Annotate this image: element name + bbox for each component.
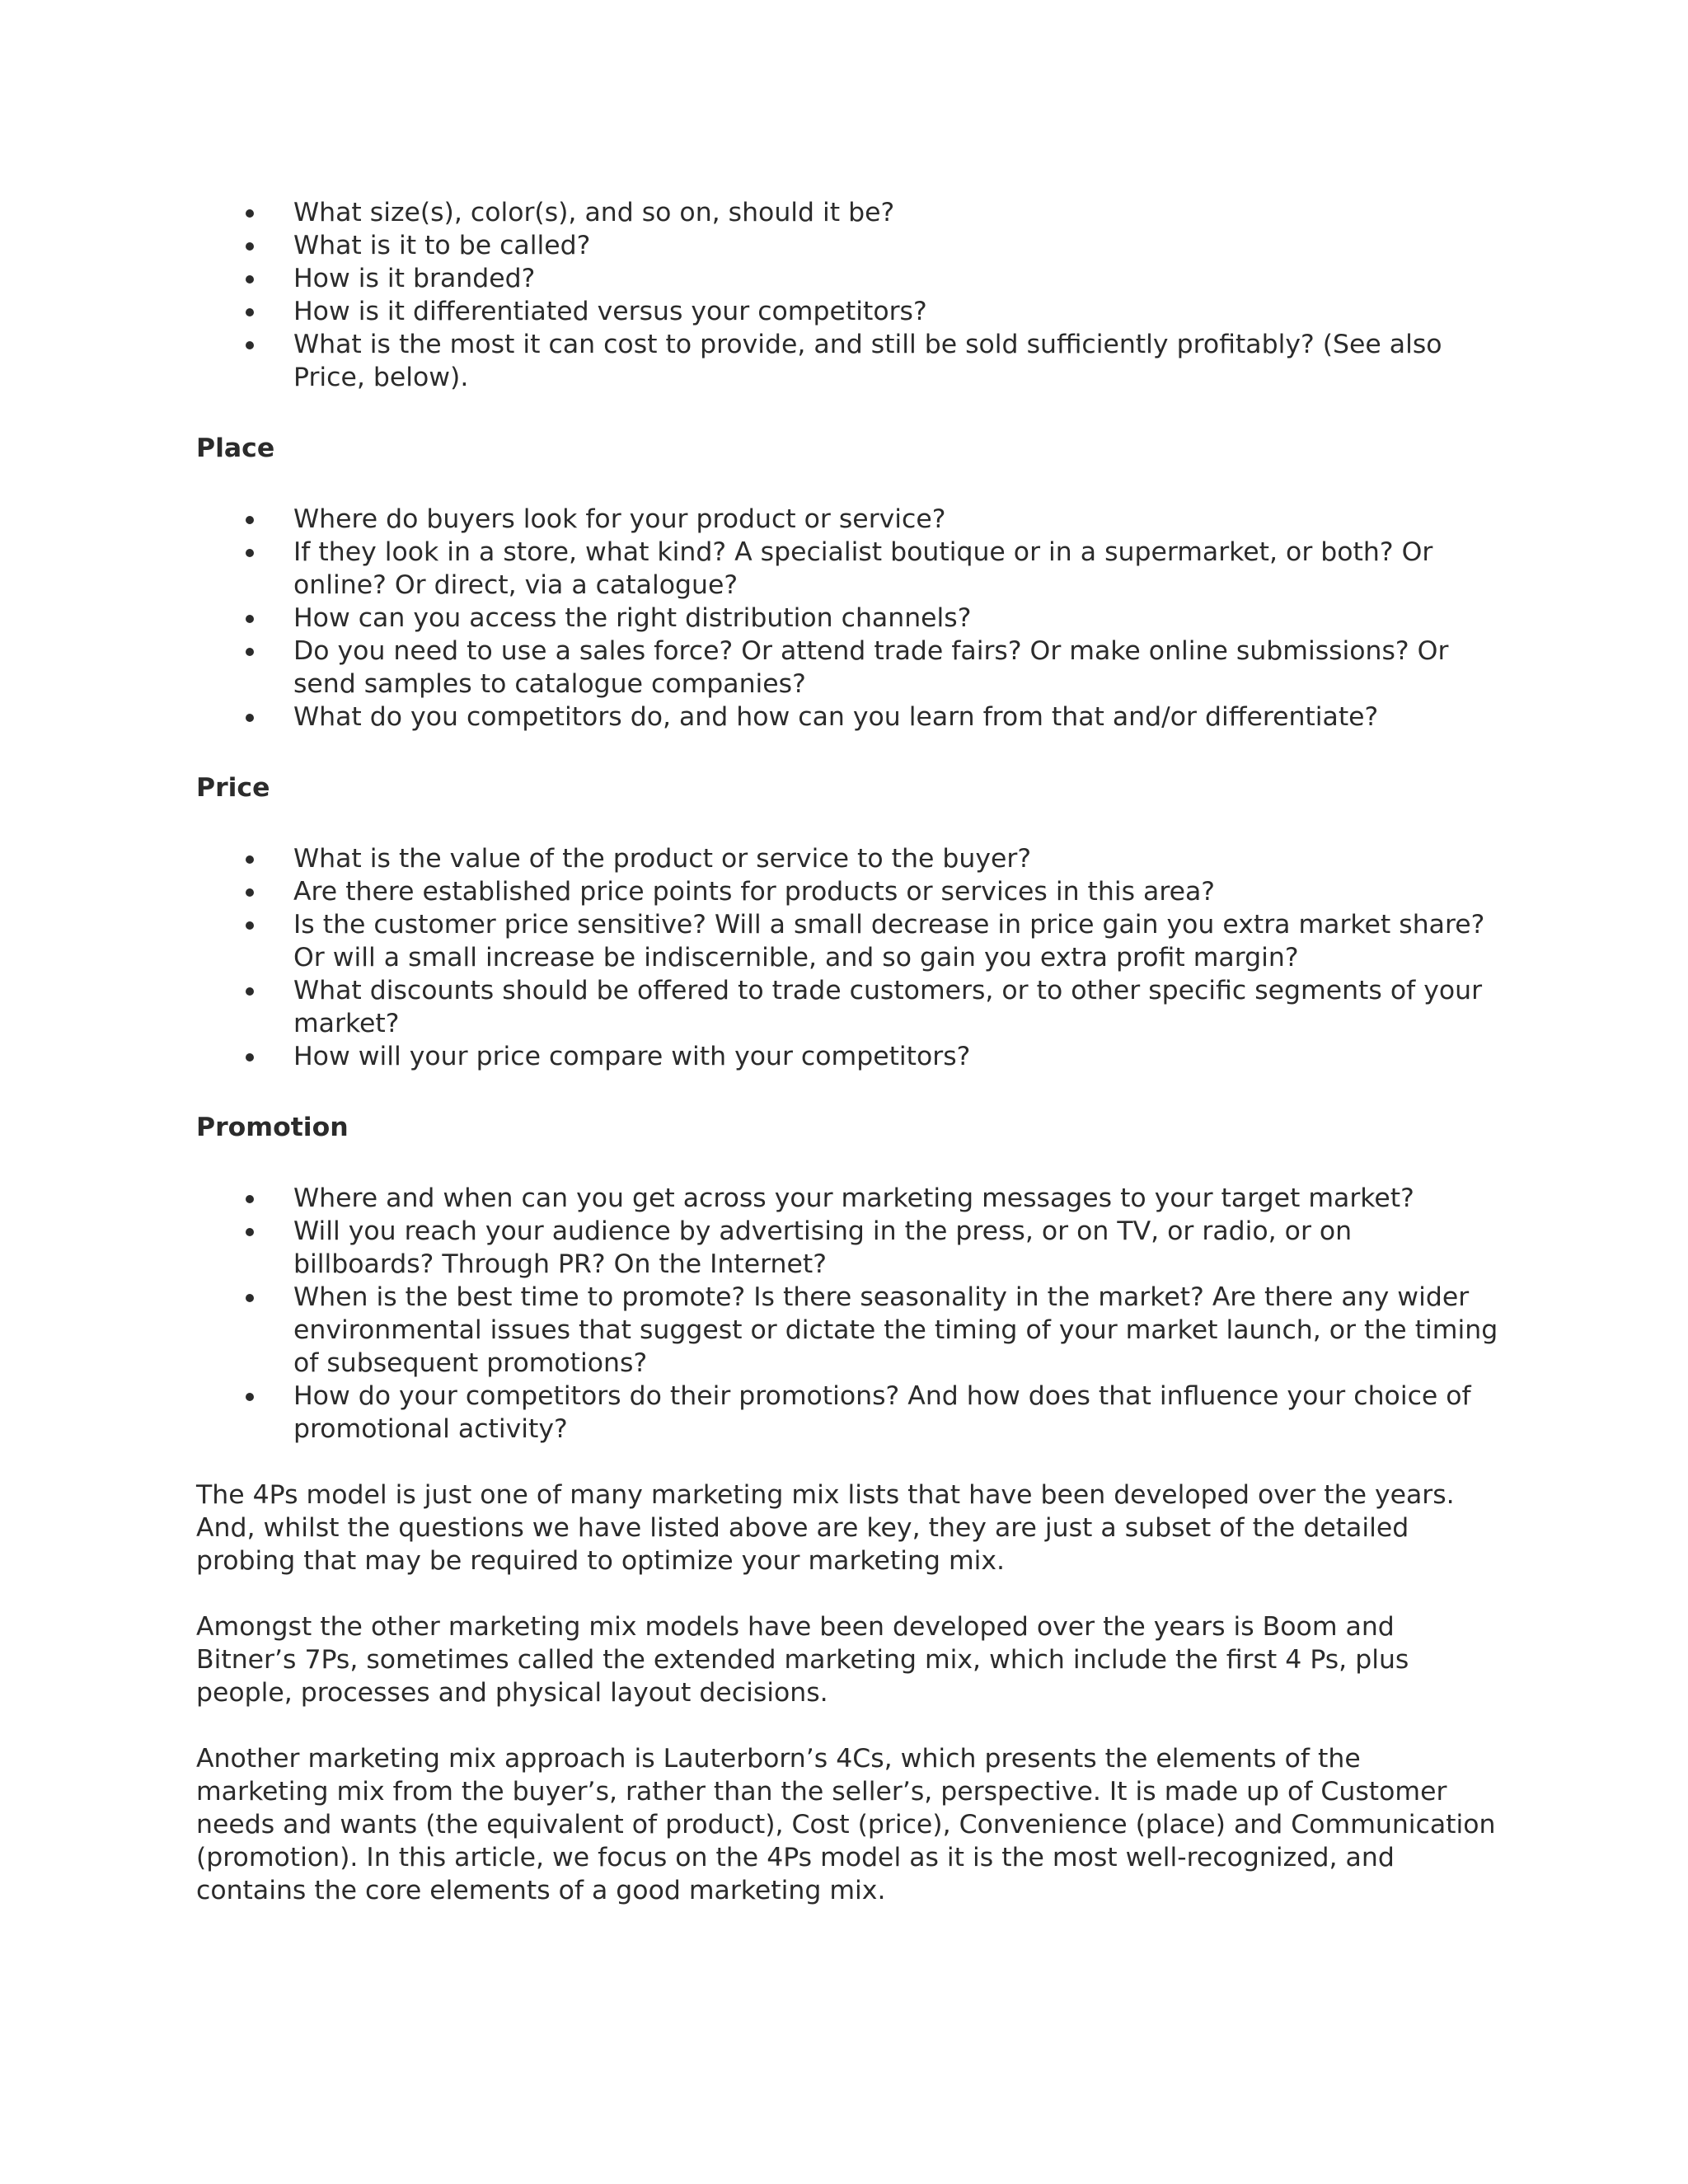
promotion-question-list [196,1182,1498,1446]
price-heading: Price [196,773,270,803]
promotion-heading: Promotion [196,1113,349,1142]
list-item: What is the value of the product or service to the buyer? [196,842,1498,875]
bullet-icon [246,275,254,284]
bullet-icon [246,209,254,218]
bullet-icon [246,242,254,251]
place-question-list [196,503,1498,733]
list-item: What do you competitors do, and how can you learn from that and/or differentiate? [196,701,1498,733]
list-item: What is it to be called? [196,229,1498,262]
list-item: Where and when can you get across your marketing messages to your target market? [196,1182,1498,1215]
price-question-list [196,842,1498,1073]
bullet-icon [246,1195,254,1203]
bullet-icon [246,516,254,524]
bullet-icon [246,615,254,623]
list-item: How is it branded? [196,262,1498,295]
list-item: What size(s), color(s), and so on, should it be? [196,196,1498,229]
list-item: What discounts should be offered to trade customers, or to other specific segments of your market? [196,974,1498,1040]
paragraph-7ps-model: Amongst the other marketing mix models have been developed over the years is Boom and Bitner’s 7Ps, sometimes called the extended marketing mix, which include the first 4 Ps, plus people, processes and physical layout decisions. [196,1612,1409,1708]
list-item: How do your competitors do their promotions? And how does that influence your choice of promotional activity? [196,1380,1498,1446]
bullet-icon [246,987,254,996]
list-item: Are there established price points for products or services in this area? [196,875,1498,908]
bullet-icon [246,714,254,722]
bullet-icon [246,341,254,349]
product-question-list [196,196,1498,394]
list-item: When is the best time to promote? Is there seasonality in the market? Are there any wider environmental issues that suggest or dictate the timing of your market launch, or the timing of subsequent promotions? [196,1281,1498,1380]
place-heading: Place [196,434,275,463]
list-item: How can you access the right distribution channels? [196,602,1498,635]
bullet-icon [246,1393,254,1401]
bullet-icon [246,1294,254,1302]
list-item: Do you need to use a sales force? Or attend trade fairs? Or make online submissions? Or send samples to catalogue companies? [196,635,1498,701]
list-item: Is the customer price sensitive? Will a small decrease in price gain you extra market share? Or will a small increase be indiscernible, and so gain you extra profit margin? [196,908,1498,974]
list-item: How will your price compare with your competitors? [196,1040,1498,1073]
bullet-icon [246,1228,254,1236]
list-item: Where do buyers look for your product or service? [196,503,1498,536]
paragraph-4ps-model: The 4Ps model is just one of many marketing mix lists that have been developed over the years. And, whilst the questions we have listed above are key, they are just a subset of the detailed probing that may be required to optimize your marketing mix. [196,1480,1455,1576]
paragraph-4cs-model: Another marketing mix approach is Lauterborn’s 4Cs, which presents the elements of the marketing mix from the buyer’s, rather than the seller’s, perspective. It is made up of Customer needs and wants (the equivalent of product), Cost (price), Convenience (place) and Communication (promotion). In this article, we focus on the 4Ps model as it is the most well-recognized, and contains the core elements of a good marketing mix. [196,1744,1496,1905]
bullet-icon [246,888,254,897]
bullet-icon [246,855,254,864]
bullet-icon [246,549,254,557]
list-item: How is it differentiated versus your competitors? [196,295,1498,328]
bullet-icon [246,921,254,930]
list-item: What is the most it can cost to provide, and still be sold sufficiently profitably? (See also Price, below). [196,328,1498,394]
list-item: Will you reach your audience by advertising in the press, or on TV, or radio, or on billboards? Through PR? On the Internet? [196,1215,1498,1281]
bullet-icon [246,308,254,316]
bullet-icon [246,648,254,656]
document-page [196,196,1498,1907]
bullet-icon [246,1053,254,1062]
list-item: If they look in a store, what kind? A specialist boutique or in a supermarket, or both? Or online? Or direct, via a catalogue? [196,536,1498,602]
